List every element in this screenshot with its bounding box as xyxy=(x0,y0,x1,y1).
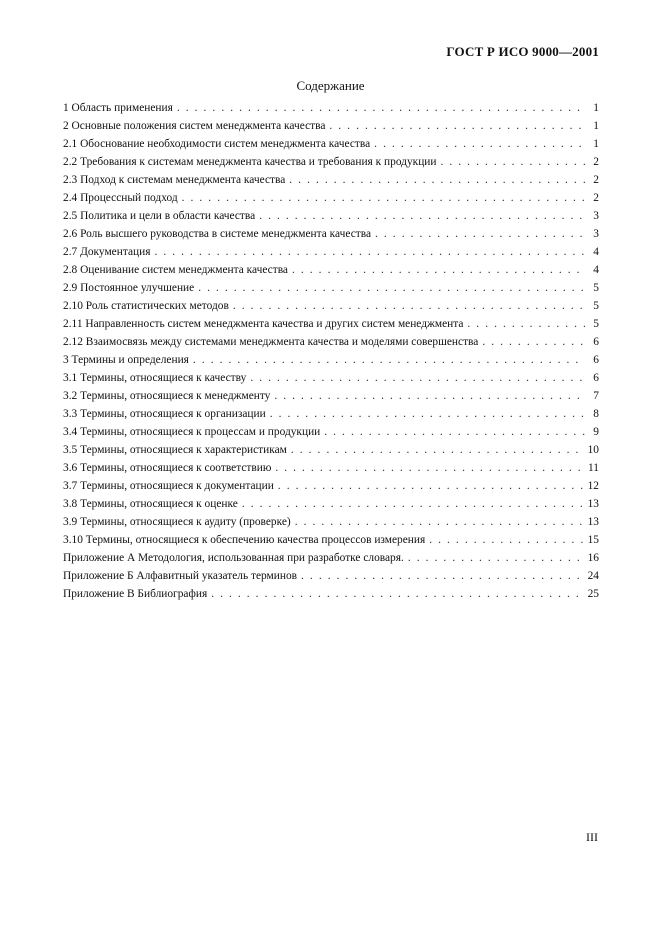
toc-entry-page: 7 xyxy=(593,390,599,402)
toc-leader-dots xyxy=(150,246,585,258)
toc-entry-title: 3.8 Термины, относящиеся к оценке xyxy=(63,498,238,510)
toc-entry-title: 2.2 Требования к системам менеджмента качества и требования к продукции xyxy=(63,156,437,168)
toc-leader-dots xyxy=(229,300,585,312)
toc-leader-dots xyxy=(404,552,585,564)
toc-leader-dots xyxy=(207,588,585,600)
toc-leader-dots xyxy=(425,534,585,546)
toc-entry xyxy=(63,318,599,336)
toc-entry-title: 3 Термины и определения xyxy=(63,354,189,366)
toc-entry-title: 2.12 Взаимосвязь между системами менеджмента качества и моделями совершенства xyxy=(63,336,479,348)
toc-leader-dots xyxy=(173,102,585,114)
toc-entry-page: 6 xyxy=(593,354,599,366)
toc-leader-dots xyxy=(246,372,585,384)
toc-leader-dots xyxy=(285,174,585,186)
toc-entry-page: 2 xyxy=(593,174,599,186)
toc-entry xyxy=(63,444,599,462)
toc-leader-dots xyxy=(320,426,585,438)
toc-entry xyxy=(63,120,599,138)
toc-entry-page: 2 xyxy=(593,192,599,204)
toc-entry-title: 1 Область применения xyxy=(63,102,173,114)
toc-entry xyxy=(63,462,599,480)
toc-leader-dots xyxy=(266,408,585,420)
toc-entry-page: 3 xyxy=(593,210,599,222)
toc-entry-page: 6 xyxy=(593,372,599,384)
toc-entry-page: 6 xyxy=(593,336,599,348)
toc-entry-page: 11 xyxy=(588,462,599,474)
toc-leader-dots xyxy=(463,318,585,330)
toc-leader-dots xyxy=(189,354,585,366)
toc-entry-title: 3.5 Термины, относящиеся к характеристикам xyxy=(63,444,287,456)
toc-entry xyxy=(63,336,599,354)
toc-entry xyxy=(63,102,599,120)
toc-entry xyxy=(63,228,599,246)
toc-entry-title: 3.1 Термины, относящиеся к качеству xyxy=(63,372,247,384)
toc-entry xyxy=(63,300,599,318)
toc-entry-title: 2 Основные положения систем менеджмента качества xyxy=(63,120,326,132)
toc-entry-title: 3.3 Термины, относящиеся к организации xyxy=(63,408,266,420)
toc-entry-page: 12 xyxy=(587,480,599,492)
toc-entry-title: 3.2 Термины, относящиеся к менеджменту xyxy=(63,390,271,402)
toc-entry-title: 2.11 Направленность систем менеджмента качества и других систем менеджмента xyxy=(63,318,464,330)
document-standard-header: ГОСТ Р ИСО 9000—2001 xyxy=(446,44,599,59)
toc-entry-page: 15 xyxy=(587,534,599,546)
toc-entry-page: 3 xyxy=(593,228,599,240)
toc-entry-page: 24 xyxy=(587,570,599,582)
toc-leader-dots xyxy=(194,282,585,294)
toc-entry xyxy=(63,354,599,372)
toc-entry-page: 9 xyxy=(593,426,599,438)
toc-entry-title: 2.5 Политика и цели в области качества xyxy=(63,210,256,222)
toc-entry-title: 3.4 Термины, относящиеся к процессам и продукции xyxy=(63,426,321,438)
toc-entry-title: 2.3 Подход к системам менеджмента качества xyxy=(63,174,286,186)
toc-leader-dots xyxy=(255,210,585,222)
toc-entry xyxy=(63,192,599,210)
toc-entry-title: 2.1 Обоснование необходимости систем менеджмента качества xyxy=(63,138,371,150)
toc-leader-dots xyxy=(178,192,585,204)
toc-entry-title: 2.10 Роль статистических методов xyxy=(63,300,229,312)
toc-entry xyxy=(63,210,599,228)
toc-entry xyxy=(63,138,599,156)
toc-entry-page: 5 xyxy=(593,300,599,312)
toc-entry xyxy=(63,588,599,606)
toc-entry-page: 16 xyxy=(587,552,599,564)
toc-entry xyxy=(63,156,599,174)
toc-leader-dots xyxy=(325,120,585,132)
toc-leader-dots xyxy=(437,156,586,168)
page-title: Содержание xyxy=(296,78,365,93)
toc-leader-dots xyxy=(288,264,585,276)
toc-entry-page: 10 xyxy=(587,444,599,456)
toc-entry-title: 3.10 Термины, относящиеся к обеспечению качества процессов измерения xyxy=(63,534,426,546)
toc-entry-title: 2.6 Роль высшего руководства в системе менеджмента качества xyxy=(63,228,372,240)
toc-entry xyxy=(63,408,599,426)
toc-entry-title: 2.7 Документация xyxy=(63,246,151,258)
toc-entry-title: 2.8 Оценивание систем менеджмента качества xyxy=(63,264,288,276)
toc-entry-page: 5 xyxy=(593,282,599,294)
toc-entry-page: 4 xyxy=(593,246,599,258)
toc-leader-dots xyxy=(370,138,585,150)
toc-entry xyxy=(63,552,599,570)
toc-entry-title: 2.4 Процессный подход xyxy=(63,192,178,204)
toc-entry-title: 3.9 Термины, относящиеся к аудиту (проверке) xyxy=(63,516,291,528)
toc-leader-dots xyxy=(271,462,585,474)
toc-entry-page: 1 xyxy=(593,120,599,132)
toc-entry xyxy=(63,516,599,534)
toc-entry xyxy=(63,390,599,408)
toc-entry xyxy=(63,480,599,498)
toc-entry-title: Приложение Б Алфавитный указатель терминов xyxy=(63,570,298,582)
toc-entry xyxy=(63,282,599,300)
toc-entry-page: 13 xyxy=(587,498,599,510)
toc-entry xyxy=(63,570,599,588)
toc-entry xyxy=(63,246,599,264)
toc-entry-title: Приложение В Библиография xyxy=(63,588,208,600)
toc-leader-dots xyxy=(371,228,585,240)
toc-entry xyxy=(63,426,599,444)
toc-leader-dots xyxy=(297,570,585,582)
table-of-contents xyxy=(63,102,599,606)
toc-leader-dots xyxy=(478,336,585,348)
toc-entry-page: 5 xyxy=(593,318,599,330)
toc-entry xyxy=(63,372,599,390)
toc-entry-page: 13 xyxy=(587,516,599,528)
toc-entry xyxy=(63,174,599,192)
toc-entry-title: Приложение А Методология, использованная при разработке словаря. xyxy=(63,552,404,564)
toc-entry-title: 2.9 Постоянное улучшение xyxy=(63,282,195,294)
toc-leader-dots xyxy=(274,480,585,492)
toc-entry xyxy=(63,264,599,282)
toc-leader-dots xyxy=(287,444,585,456)
toc-entry-page: 25 xyxy=(587,588,599,600)
toc-leader-dots xyxy=(291,516,585,528)
toc-leader-dots xyxy=(238,498,585,510)
toc-entry-page: 1 xyxy=(593,102,599,114)
toc-entry-page: 1 xyxy=(593,138,599,150)
toc-entry-title: 3.6 Термины, относящиеся к соответствию xyxy=(63,462,272,474)
page-number: III xyxy=(586,830,598,844)
toc-entry-title: 3.7 Термины, относящиеся к документации xyxy=(63,480,274,492)
toc-leader-dots xyxy=(270,390,585,402)
toc-entry xyxy=(63,498,599,516)
toc-entry-page: 2 xyxy=(593,156,599,168)
toc-entry-page: 8 xyxy=(593,408,599,420)
toc-entry-page: 4 xyxy=(593,264,599,276)
toc-entry xyxy=(63,534,599,552)
